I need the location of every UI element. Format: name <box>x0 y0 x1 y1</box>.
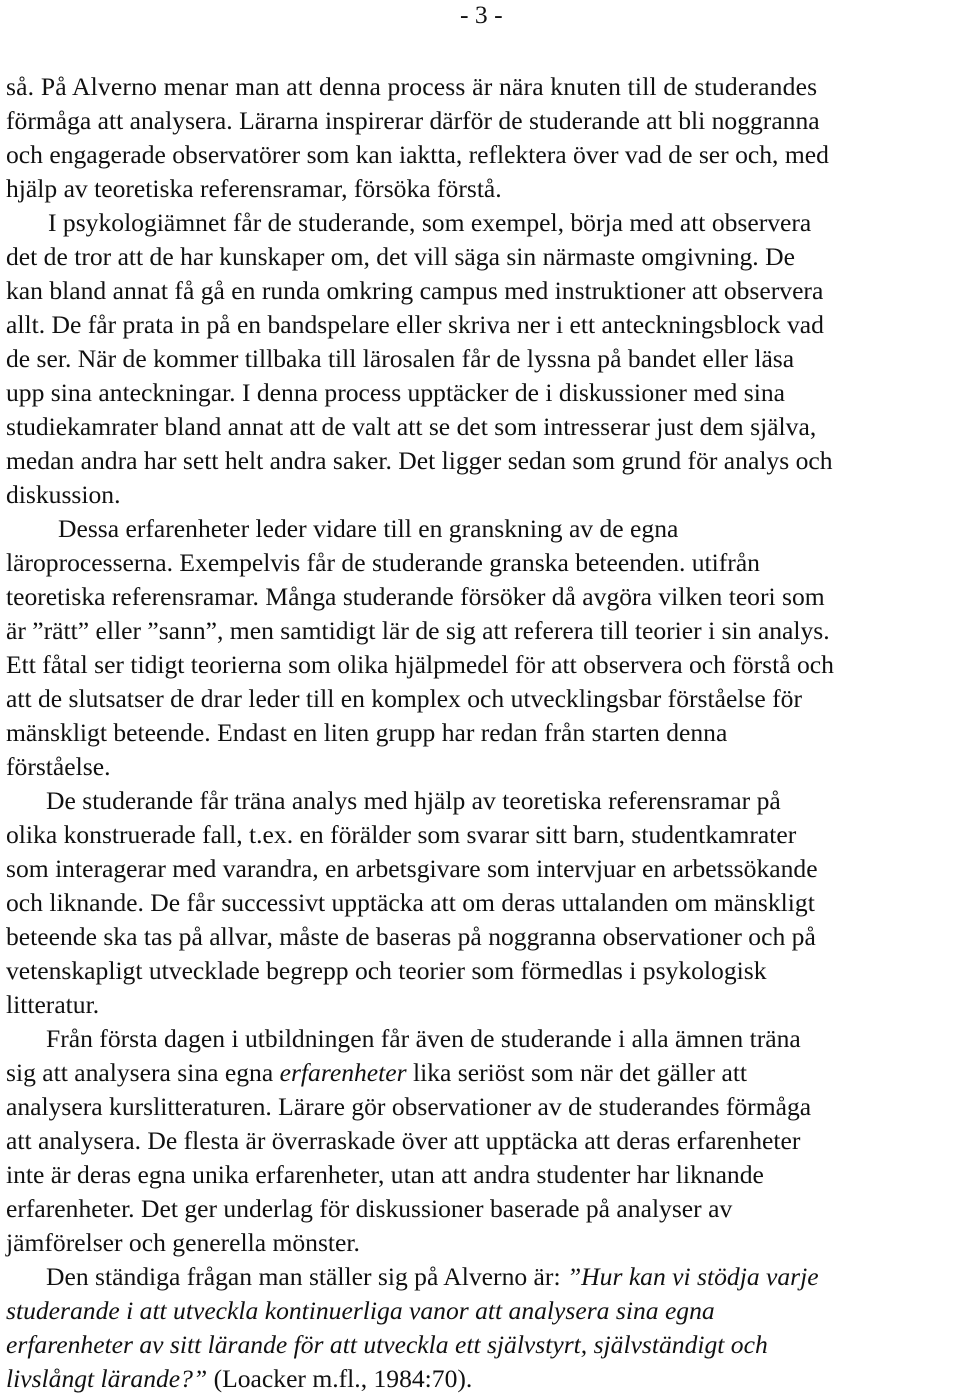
emphasized-text: erfarenheter <box>279 1058 407 1087</box>
text-line: litteratur. <box>6 990 100 1019</box>
text-line <box>6 1260 958 1294</box>
emphasized-text: studerande i att utveckla kontinuerliga vanor att analysera sina egna <box>6 1296 715 1325</box>
text-line: som interagerar med varandra, en arbetsgivare som intervjuar en arbetssökande <box>6 854 818 883</box>
text-line: vetenskapligt utvecklade begrepp och teorier som förmedlas i psykologisk <box>6 956 767 985</box>
text-segment: lika seriöst som när det gäller att <box>406 1058 748 1087</box>
text-line: beteende ska tas på allvar, måste de baseras på noggranna observationer och på <box>6 922 816 951</box>
text-line: kan bland annat få gå en runda omkring campus med instruktioner att observera <box>6 276 824 305</box>
text-line: att de slutsatser de drar leder till en komplex och utvecklingsbar förståelse för <box>6 684 802 713</box>
text-segment: Den ständiga frågan man ställer sig på Alverno är: <box>46 1262 567 1291</box>
text-line: studiekamrater bland annat att de valt att se det som intresserar just dem själva, <box>6 412 817 441</box>
text-line: Dessa erfarenheter leder vidare till en granskning av de egna <box>58 514 679 543</box>
emphasized-text: erfarenheter av sitt lärande för att utveckla ett självstyrt, självständigt och <box>6 1330 768 1359</box>
document-body <box>6 70 958 1396</box>
text-line: förmåga att analysera. Lärarna inspirerar därför de studerande att bli noggranna <box>6 106 820 135</box>
text-line: förståelse. <box>6 752 111 781</box>
text-line: teoretiska referensramar. Många studerande försöker då avgöra vilken teori som <box>6 582 825 611</box>
emphasized-text: ”Hur kan vi stödja varje <box>566 1262 819 1291</box>
text-line: olika konstruerade fall, t.ex. en förälder som svarar sitt barn, studentkamrater <box>6 820 797 849</box>
page-number: - 3 - <box>460 0 503 29</box>
text-line: medan andra har sett helt andra saker. Det ligger sedan som grund för analys och <box>6 446 833 475</box>
text-line: Från första dagen i utbildningen får även de studerande i alla ämnen träna <box>46 1024 801 1053</box>
text-line <box>6 1362 958 1396</box>
text-line: allt. De får prata in på en bandspelare eller skriva ner i ett anteckningsblock vad <box>6 310 824 339</box>
text-line: mänskligt beteende. Endast en liten grupp har redan från starten denna <box>6 718 728 747</box>
text-line: diskussion. <box>6 480 121 509</box>
text-line: hjälp av teoretiska referensramar, försöka förstå. <box>6 174 502 203</box>
text-line: inte är deras egna unika erfarenheter, utan att andra studenter har liknande <box>6 1160 764 1189</box>
text-line: Ett fåtal ser tidigt teorierna som olika hjälpmedel för att observera och förstå och <box>6 650 834 679</box>
citation: (Loacker m.fl., 1984:70). <box>207 1364 473 1393</box>
text-line: och engagerade observatörer som kan iaktta, reflektera över vad de ser och, med <box>6 140 829 169</box>
text-line <box>6 1056 958 1090</box>
text-line: att analysera. De flesta är överraskade över att upptäcka att deras erfarenheter <box>6 1126 801 1155</box>
text-line: I psykologiämnet får de studerande, som exempel, börja med att observera <box>48 208 812 237</box>
emphasized-text: livslångt lärande?” <box>6 1364 208 1393</box>
text-line: erfarenheter. Det ger underlag för diskussioner baserade på analyser av <box>6 1194 733 1223</box>
text-line: är ”rätt” eller ”sann”, men samtidigt lär de sig att referera till teorier i sin analys. <box>6 616 830 645</box>
text-line: de ser. När de kommer tillbaka till lärosalen får de lyssna på bandet eller läsa <box>6 344 795 373</box>
text-line: det de tror att de har kunskaper om, det vill säga sin närmaste omgivning. De <box>6 242 795 271</box>
text-segment: sig att analysera sina egna <box>6 1058 280 1087</box>
text-line <box>6 1294 958 1328</box>
text-line: upp sina anteckningar. I denna process upptäcker de i diskussioner med sina <box>6 378 785 407</box>
text-line: läroprocesserna. Exempelvis får de studerande granska beteenden. utifrån <box>6 548 760 577</box>
text-line <box>6 1328 958 1362</box>
text-line: och liknande. De får successivt upptäcka att om deras uttalanden om mänskligt <box>6 888 815 917</box>
text-line: analysera kurslitteraturen. Lärare gör observationer av de studerandes förmåga <box>6 1092 812 1121</box>
text-line: De studerande får träna analys med hjälp av teoretiska referensramar på <box>46 786 781 815</box>
text-line: jämförelser och generella mönster. <box>6 1228 360 1257</box>
text-line: så. På Alverno menar man att denna process är nära knuten till de studerandes <box>6 72 818 101</box>
